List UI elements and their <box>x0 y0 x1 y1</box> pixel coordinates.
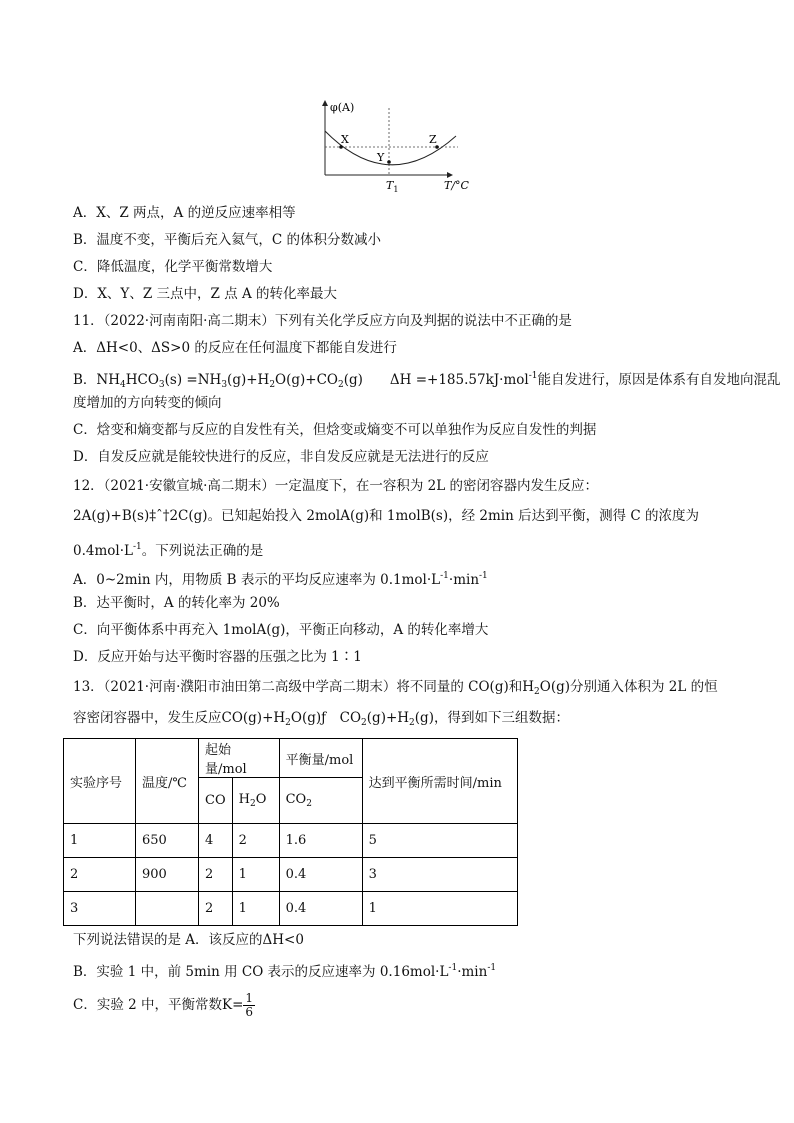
q10-option-c: C．降低温度，化学平衡常数增大 <box>73 259 273 275</box>
q12-option-b: B．达平衡时，A 的转化率为 20% <box>73 595 280 611</box>
q10-option-d: D．X、Y、Z 三点中，Z 点 A 的转化率最大 <box>73 286 338 302</box>
header-eq-amount: 平衡量/mol <box>279 739 362 778</box>
table-cell: 1 <box>232 892 279 926</box>
table-cell: 3 <box>64 892 136 926</box>
header-start-amount: 起始量/mol <box>199 739 280 778</box>
table-cell: 650 <box>136 824 199 858</box>
q13-stem: 13．（2021·河南·濮阳市油田第二高级中学高二期末）将不同量的 CO(g)和$H_2O(g)$分别通入体积为 2L 的恒 <box>73 679 718 697</box>
phi-temperature-graph <box>0 0 794 200</box>
q12-stem: 12．（2021·安徽宣城·高二期末）一定温度下，在一容积为 2L 的密闭容器内发生反应： <box>73 478 599 494</box>
table-row <box>64 824 518 858</box>
table-cell <box>136 892 199 926</box>
q13-option-b: B．实验 1 中，前 5min 用 CO 表示的反应速率为 $0.16mol\cdot L^{-1}\cdot\min^{-1}$ <box>73 963 497 980</box>
header-co2: $CO_2$ <box>279 778 362 824</box>
experiment-data-table <box>63 738 518 926</box>
table-row <box>64 892 518 926</box>
fraction-one-sixth: $\frac{1}{6}$ <box>245 991 254 1019</box>
table-cell: 5 <box>362 824 517 858</box>
table-cell: 3 <box>362 858 517 892</box>
table-row <box>64 858 518 892</box>
q12-option-c: C．向平衡体系中再充入 1molA(g)，平衡正向移动，A 的转化率增大 <box>73 622 489 638</box>
table-cell: 2 <box>64 858 136 892</box>
table-cell: 1 <box>362 892 517 926</box>
q13-reaction-line: 容密闭容器中，发生反应$CO(g)+H_2O(g)ƒ$ $CO_2(g)+H_2(g)$，得到如下三组数据： <box>73 710 569 728</box>
header-h2o: $H_2O$ <box>232 778 279 824</box>
header-time: 达到平衡所需时间/min <box>362 739 517 824</box>
header-temp: 温度/℃ <box>136 739 199 824</box>
table-cell: 2 <box>199 892 233 926</box>
q13-option-a: 下列说法错误的是 A．该反应的ΔH<0 <box>73 932 304 948</box>
q10-option-a: A．X、Z 两点，A 的逆反应速率相等 <box>73 205 296 221</box>
q12-equation-line: 2A(g)+B(s)‡ˆ†2C(g)。已知起始投入 2molA(g)和 1molB(s)，经 2min 后达到平衡，测得 C 的浓度为 <box>73 508 700 524</box>
point-y-label: Y <box>377 151 385 164</box>
point-y-marker <box>387 160 391 164</box>
q12-option-d: D．反应开始与达平衡时容器的压强之比为 1∶1 <box>73 649 362 665</box>
point-z-label: Z <box>429 133 437 146</box>
q10-option-b: B．温度不变，平衡后充入氦气，C 的体积分数减小 <box>73 232 382 248</box>
x-axis-label: T/°C <box>444 179 469 192</box>
table-cell: 1.6 <box>279 824 362 858</box>
table-cell: 2 <box>199 858 233 892</box>
t1-label: $T_1$ <box>386 179 399 194</box>
q11-stem: 11．（2022·河南南阳·高二期末）下列有关化学反应方向及判据的说法中不正确的是 <box>73 313 572 329</box>
header-seq: 实验序号 <box>64 739 136 824</box>
header-co: CO <box>199 778 233 824</box>
q11-option-a: A．ΔH<0、ΔS>0 的反应在任何温度下都能自发进行 <box>73 340 397 356</box>
table-cell: 0.4 <box>279 858 362 892</box>
q12-option-a: A．0~2min 内，用物质 B 表示的平均反应速率为 $0.1mol\cdot L^{-1}\cdot\min^{-1}$ <box>73 571 488 588</box>
table-cell: 4 <box>199 824 233 858</box>
q11-option-b: B．$NH_4HCO_3(s) =NH_3(g)+H_2O(g)+CO_2(g)$ ΔH =+185.57kJ·mol$^{-1}$能自发进行，原因是体系有自发地向混乱 <box>73 371 781 390</box>
table-cell: 0.4 <box>279 892 362 926</box>
q13-option-c: C．实验 2 中，平衡常数K= $\frac{1}{6}$ <box>73 991 254 1019</box>
q11-option-d: D．自发反应就是能较快进行的反应，非自发反应就是无法进行的反应 <box>73 449 489 465</box>
table-cell: 2 <box>232 824 279 858</box>
q12-concentration-line: $0.4mol\cdot L^{-1}$。下列说法正确的是 <box>73 542 264 559</box>
q11-option-c: C．焓变和熵变都与反应的自发性有关，但焓变或熵变不可以单独作为反应自发性的判据 <box>73 422 597 438</box>
table-cell: 900 <box>136 858 199 892</box>
table-cell: 1 <box>232 858 279 892</box>
q12-equation: 2A(g)+B(s)‡ˆ†2C(g) <box>73 508 208 524</box>
point-x-label: X <box>341 133 349 146</box>
q11-option-b-continued: 度增加的方向转变的倾向 <box>73 395 222 411</box>
y-axis-label: φ(A) <box>330 101 355 114</box>
table-cell: 1 <box>64 824 136 858</box>
